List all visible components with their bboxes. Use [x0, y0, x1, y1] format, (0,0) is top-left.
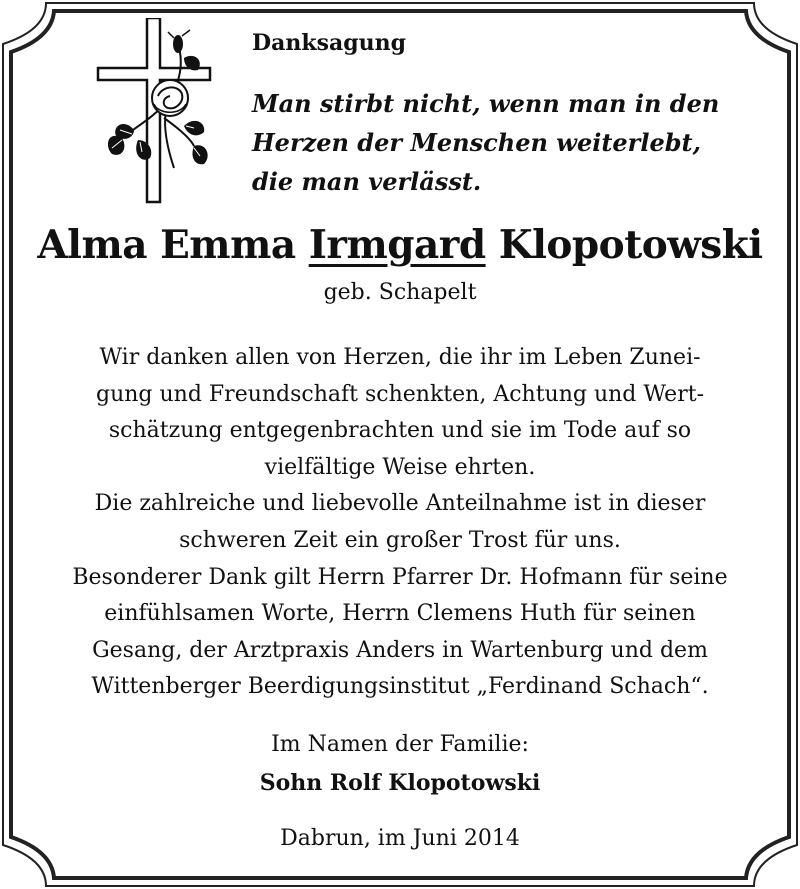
place-date: Dabrun, im Juni 2014	[280, 826, 520, 851]
text-line: vielfältige Weise ehrten.	[264, 454, 536, 480]
text-line: Wir danken allen von Herzen, die ihr im Leben Zunei-	[99, 345, 701, 370]
motto-line: Herzen der Menschen weiterlebt,	[252, 128, 701, 157]
deceased-name	[0, 222, 800, 268]
heading-danksagung: Danksagung	[252, 30, 406, 56]
text-line: schweren Zeit ein großer Trost für uns.	[179, 527, 621, 553]
text-line: einfühlsamen Worte, Herrn Clemens Huth für seinen	[104, 601, 696, 627]
motto-quote	[252, 84, 719, 201]
text-line: schätzung entgegenbrachten und sie im Tode auf so	[108, 418, 692, 444]
cross-with-rose-icon	[94, 18, 216, 204]
text-line: gung und Freundschaft schenkten, Achtung und Wert-	[96, 381, 704, 407]
motto-line: Man stirbt nicht, wenn man in den	[252, 89, 720, 118]
last-name: Klopotowski	[498, 222, 763, 268]
thanks-text	[20, 340, 780, 706]
text-line: Besonderer Dank gilt Herrn Pfarrer Dr. Hofmann für seine	[72, 564, 728, 590]
text-line: Die zahlreiche und liebevolle Anteilnahme ist in dieser	[94, 491, 706, 517]
maiden-name: geb. Schapelt	[323, 280, 477, 305]
signature-name: Sohn Rolf Klopotowski	[259, 770, 541, 796]
text-line: Wittenberger Beerdigungsinstitut „Ferdinand Schach“.	[91, 674, 709, 700]
first-names: Alma Emma	[37, 222, 296, 268]
signature-intro: Im Namen der Familie:	[271, 732, 529, 757]
text-line: Gesang, der Arztpraxis Anders in Wartenburg und dem	[92, 637, 708, 663]
called-name: Irmgard	[308, 222, 486, 268]
motto-line: die man verlässt.	[252, 167, 482, 196]
